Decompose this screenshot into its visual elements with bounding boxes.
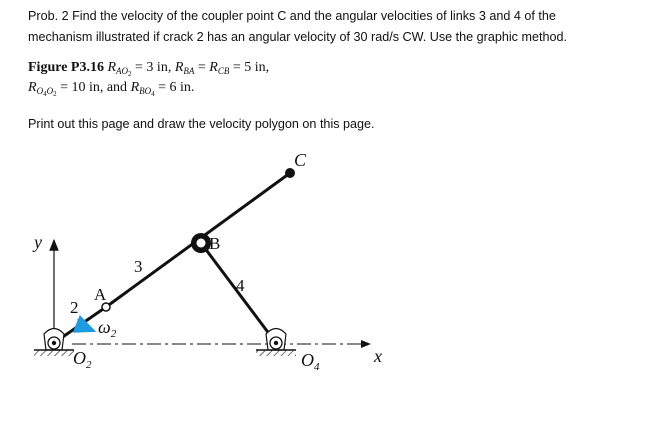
label-o4: $O_4$ — [301, 350, 320, 373]
label-omega: $\omega_2$ — [98, 317, 117, 340]
caption-line-1: Figure P3.16 $R_{AO_2} = 3$ in, $R_{BA} = R_{CB} = 5$ in, — [28, 60, 270, 78]
joint-b — [191, 233, 211, 253]
problem-line-1: Prob. 2 Find the velocity of the coupler point C and the angular velocities of links 3 and 4 of the — [28, 9, 556, 23]
label-x: x — [374, 346, 382, 366]
label-o2: $O_2$ — [73, 348, 92, 371]
caption-line-2: $R_{O_4O_2} = 10$ in, and $R_{BO_4} = 6$ in. — [28, 80, 195, 98]
label-b: B — [209, 234, 221, 253]
instruction-text: Print out this page and draw the velocity polygon on this page. — [28, 117, 375, 131]
label-link-3: 3 — [134, 257, 143, 276]
label-link-2: 2 — [70, 298, 79, 317]
label-link-4: 4 — [236, 276, 245, 295]
ground-pivot-o4 — [256, 329, 296, 357]
label-y: y — [34, 232, 42, 252]
figure-number: Figure P3.16 — [28, 60, 104, 75]
value-r-ba-cb: = 5 in, — [232, 60, 270, 75]
label-c: C — [294, 150, 307, 170]
value-r-bo4: = 6 in. — [158, 80, 195, 95]
value-r-o4o2: = 10 in, and — [60, 80, 128, 95]
value-r-ao2: = 3 in, — [135, 60, 172, 75]
joint-a — [102, 303, 110, 311]
label-a: A — [94, 285, 107, 304]
problem-line-2: mechanism illustrated if crack 2 has an angular velocity of 30 rad/s CW. Use the graphic method. — [28, 30, 567, 44]
